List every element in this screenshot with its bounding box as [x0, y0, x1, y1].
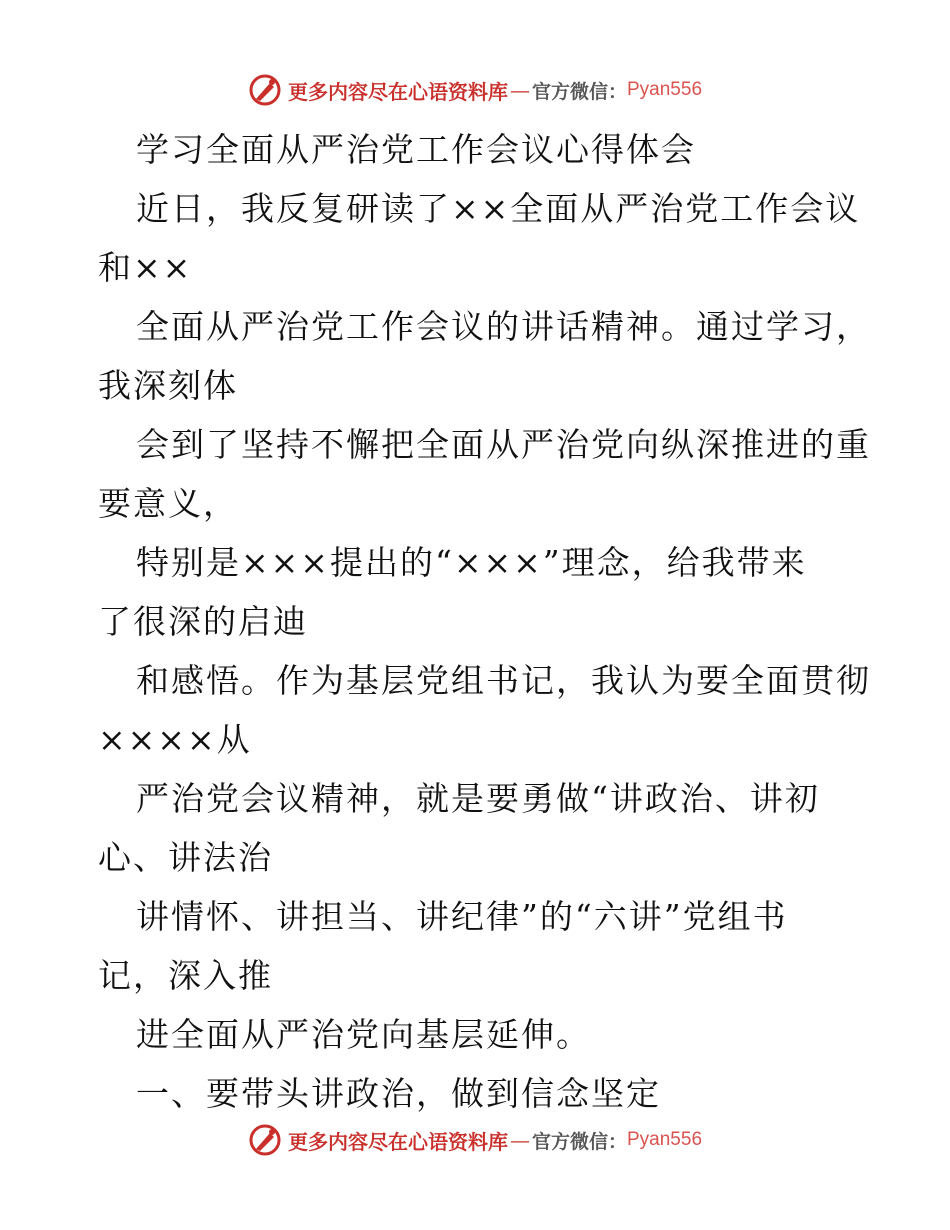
paragraph-line: 了很深的启迪	[98, 602, 308, 641]
paragraph-line: 讲情怀、讲担当、讲纪律”的“六讲”党组书	[136, 897, 788, 936]
watermark-site-text: 更多内容尽在心语资料库	[287, 1129, 508, 1154]
pen-logo-icon	[248, 1123, 282, 1157]
section-heading: 一、要带头讲政治，做到信念坚定	[136, 1074, 661, 1113]
paragraph-line: 和感悟。作为基层党组书记，我认为要全面贯彻	[136, 661, 871, 700]
watermark-wechat-label: 官方微信：	[531, 1130, 627, 1153]
paragraph-line: 全面从严治党工作会议的讲话精神。通过学习，	[136, 307, 871, 346]
paragraph-line: 心、讲法治	[98, 838, 273, 877]
paragraph-line: 特别是×××提出的“×××”理念，给我带来	[136, 543, 807, 582]
document-body	[98, 120, 871, 1123]
watermark-dash: —	[509, 1128, 530, 1152]
paragraph-line: 记，深入推	[98, 956, 273, 995]
footer-watermark	[0, 1120, 950, 1160]
watermark-site-text: 更多内容尽在心语资料库	[287, 79, 508, 104]
watermark-wechat-label: 官方微信：	[531, 80, 627, 103]
doc-title: 学习全面从严治党工作会议心得体会	[136, 130, 696, 169]
paragraph-line: 和××	[98, 248, 193, 287]
watermark-wechat-id: Pyan556	[627, 79, 703, 100]
paragraph-line: ××××从	[98, 720, 252, 759]
paragraph-line: 严治党会议精神，就是要勇做“讲政治、讲初	[136, 779, 820, 818]
paragraph-line: 近日，我反复研读了××全面从严治党工作会议	[136, 189, 861, 228]
paragraph-line: 要意义，	[98, 484, 238, 523]
paragraph-line: 我深刻体	[98, 366, 238, 405]
paragraph-line: 会到了坚持不懈把全面从严治党向纵深推进的重	[136, 425, 871, 464]
header-watermark	[0, 70, 950, 110]
watermark-dash: —	[509, 78, 530, 102]
watermark-wechat-id: Pyan556	[627, 1129, 703, 1150]
paragraph-line: 进全面从严治党向基层延伸。	[136, 1015, 591, 1054]
pen-logo-icon	[248, 73, 282, 107]
